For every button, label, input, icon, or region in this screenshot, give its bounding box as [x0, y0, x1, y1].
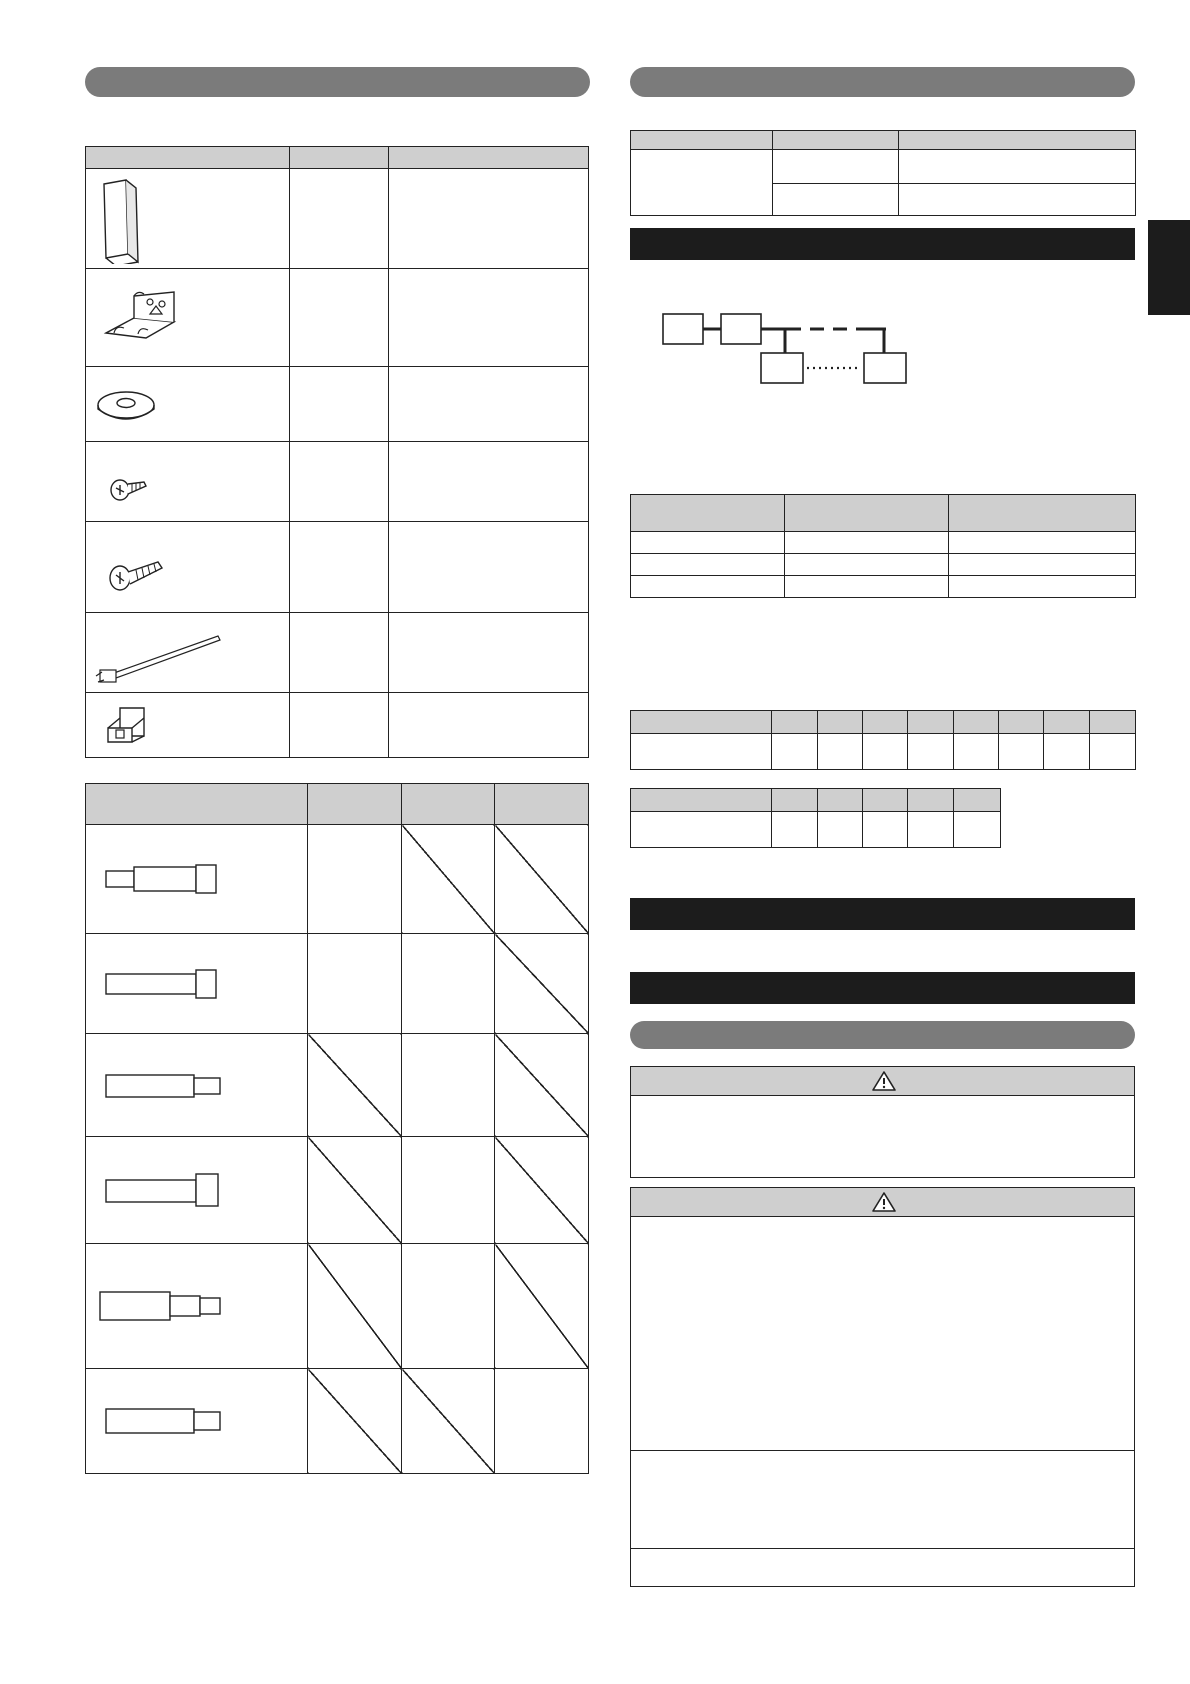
not-applicable-cell — [495, 1244, 589, 1369]
model-header-cell — [1044, 711, 1090, 734]
spec-cell — [899, 150, 1136, 184]
model-cell — [863, 734, 908, 770]
right-section-header — [630, 67, 1135, 97]
spec-table — [630, 130, 1136, 216]
table-row — [86, 613, 589, 693]
not-applicable-cell — [308, 1369, 402, 1474]
model-table-2 — [630, 788, 1001, 848]
model-header-cell — [772, 711, 818, 734]
reducer-joint-icon — [86, 825, 308, 934]
model-cell — [818, 812, 863, 848]
connection-diagram — [655, 310, 925, 385]
table-row — [86, 934, 589, 1034]
warning-box-header — [631, 1067, 1134, 1096]
model-cell — [818, 734, 863, 770]
quantity-cell — [290, 169, 389, 269]
model-header-cell — [1090, 711, 1136, 734]
model-header-cell — [631, 789, 772, 812]
short-screw-icon — [86, 442, 290, 522]
model-cell — [954, 734, 999, 770]
indoor-unit-box-1 — [761, 353, 803, 383]
safety-section-header — [630, 1021, 1135, 1049]
indoor-unit-box-n — [864, 353, 906, 383]
model-cell — [908, 812, 954, 848]
controller-unit-box — [721, 314, 761, 344]
model-header-cell — [631, 711, 772, 734]
table-row — [86, 693, 589, 758]
pipe-cell — [785, 576, 949, 598]
joint-size-cell — [495, 1369, 589, 1474]
pipe-table — [630, 494, 1136, 598]
usage-cell — [389, 693, 589, 758]
pipe-cell — [631, 576, 785, 598]
size-col-header-2 — [402, 784, 495, 825]
model-table-1 — [630, 710, 1136, 770]
divider — [631, 1548, 1134, 1549]
table-row — [86, 522, 589, 613]
usage-cell — [389, 522, 589, 613]
model-cell — [908, 734, 954, 770]
pipe-col-header-2 — [785, 495, 949, 532]
size-col-header-1 — [308, 784, 402, 825]
model-header-cell — [818, 711, 863, 734]
not-applicable-cell — [308, 1244, 402, 1369]
section-bar-2 — [630, 898, 1135, 930]
not-applicable-cell — [402, 1369, 495, 1474]
pipe-cell — [949, 532, 1136, 554]
quantity-cell — [290, 442, 389, 522]
table-row — [86, 825, 589, 934]
pipe-cell — [949, 554, 1136, 576]
table-row — [86, 169, 589, 269]
table-row — [86, 367, 589, 442]
pipe-cell — [631, 532, 785, 554]
model-header-cell — [908, 711, 954, 734]
joint-size-cell — [308, 934, 402, 1034]
table-row — [86, 1034, 589, 1137]
reducer-joint-icon — [86, 1244, 308, 1369]
model-cell — [954, 812, 1001, 848]
model-header-cell — [772, 789, 818, 812]
not-applicable-cell — [495, 825, 589, 934]
bracket-icon — [86, 269, 290, 367]
reducer-joint-icon — [86, 1137, 308, 1244]
model-cell — [772, 734, 818, 770]
caution-triangle-icon — [871, 1191, 897, 1213]
not-applicable-cell — [308, 1034, 402, 1137]
joint-size-cell — [402, 1244, 495, 1369]
model-header-cell — [863, 789, 908, 812]
long-screw-icon — [86, 522, 290, 613]
table-row — [86, 1137, 589, 1244]
spec-cell — [631, 150, 773, 216]
not-applicable-cell — [495, 1137, 589, 1244]
usage-cell — [389, 613, 589, 693]
model-cell — [863, 812, 908, 848]
left-section-header — [85, 67, 590, 97]
model-header-cell — [954, 789, 1001, 812]
usage-cell — [389, 442, 589, 522]
caution-box — [630, 1187, 1135, 1587]
spec-cell — [773, 150, 899, 184]
warning-triangle-icon — [871, 1070, 897, 1092]
table-row — [86, 269, 589, 367]
size-col-header-3 — [495, 784, 589, 825]
spec-cell — [773, 184, 899, 216]
spec-col-header-1 — [631, 131, 773, 150]
quantity-cell — [290, 693, 389, 758]
not-applicable-cell — [402, 825, 495, 934]
spec-col-header-2 — [773, 131, 899, 150]
accessory-col-header — [86, 147, 290, 169]
thumb-index-tab — [1148, 220, 1190, 315]
table-row — [86, 442, 589, 522]
model-header-cell — [999, 711, 1044, 734]
manual-booklet-icon — [86, 169, 290, 269]
model-header-cell — [954, 711, 999, 734]
cable-tie-icon — [86, 613, 290, 693]
joint-size-cell — [402, 1137, 495, 1244]
model-header-cell — [908, 789, 954, 812]
quantity-cell — [290, 522, 389, 613]
pipe-cell — [949, 576, 1136, 598]
model-cell — [1090, 734, 1136, 770]
warning-box — [630, 1066, 1135, 1178]
table-row — [86, 1244, 589, 1369]
section-bar-3 — [630, 972, 1135, 1004]
quantity-cell — [290, 367, 389, 442]
divider — [631, 1450, 1134, 1451]
reducer-joint-icon — [86, 1034, 308, 1137]
not-applicable-cell — [495, 1034, 589, 1137]
joint-size-cell — [402, 1034, 495, 1137]
outdoor-unit-box — [663, 314, 703, 344]
pipe-col-header-1 — [631, 495, 785, 532]
spec-cell — [899, 184, 1136, 216]
reducer-joint-icon — [86, 934, 308, 1034]
model-cell — [631, 812, 772, 848]
pipe-cell — [785, 554, 949, 576]
spec-col-header-3 — [899, 131, 1136, 150]
pipe-cell — [785, 532, 949, 554]
accessories-table — [85, 146, 589, 758]
model-header-cell — [818, 789, 863, 812]
not-applicable-cell — [308, 1137, 402, 1244]
joint-size-cell — [402, 934, 495, 1034]
pipe-col-header-3 — [949, 495, 1136, 532]
model-cell — [772, 812, 818, 848]
caution-box-header — [631, 1188, 1134, 1217]
table-row — [631, 576, 1136, 598]
quantity-cell — [290, 269, 389, 367]
quantity-cell — [290, 613, 389, 693]
model-cell — [1044, 734, 1090, 770]
table-row — [86, 1369, 589, 1474]
not-applicable-cell — [495, 934, 589, 1034]
table-row — [631, 532, 1136, 554]
usage-cell — [389, 367, 589, 442]
reducer-joint-icon — [86, 1369, 308, 1474]
joint-size-cell — [308, 825, 402, 934]
usage-col-header — [389, 147, 589, 169]
table-row — [631, 554, 1136, 576]
pipe-joint-table — [85, 783, 589, 1474]
system-section-bar — [630, 228, 1135, 260]
tie-clamp-icon — [86, 693, 290, 758]
usage-cell — [389, 269, 589, 367]
pipe-cell — [631, 554, 785, 576]
model-cell — [631, 734, 772, 770]
model-cell — [999, 734, 1044, 770]
joint-col-header — [86, 784, 308, 825]
quantity-col-header — [290, 147, 389, 169]
model-header-cell — [863, 711, 908, 734]
usage-cell — [389, 169, 589, 269]
washer-icon — [86, 367, 290, 442]
